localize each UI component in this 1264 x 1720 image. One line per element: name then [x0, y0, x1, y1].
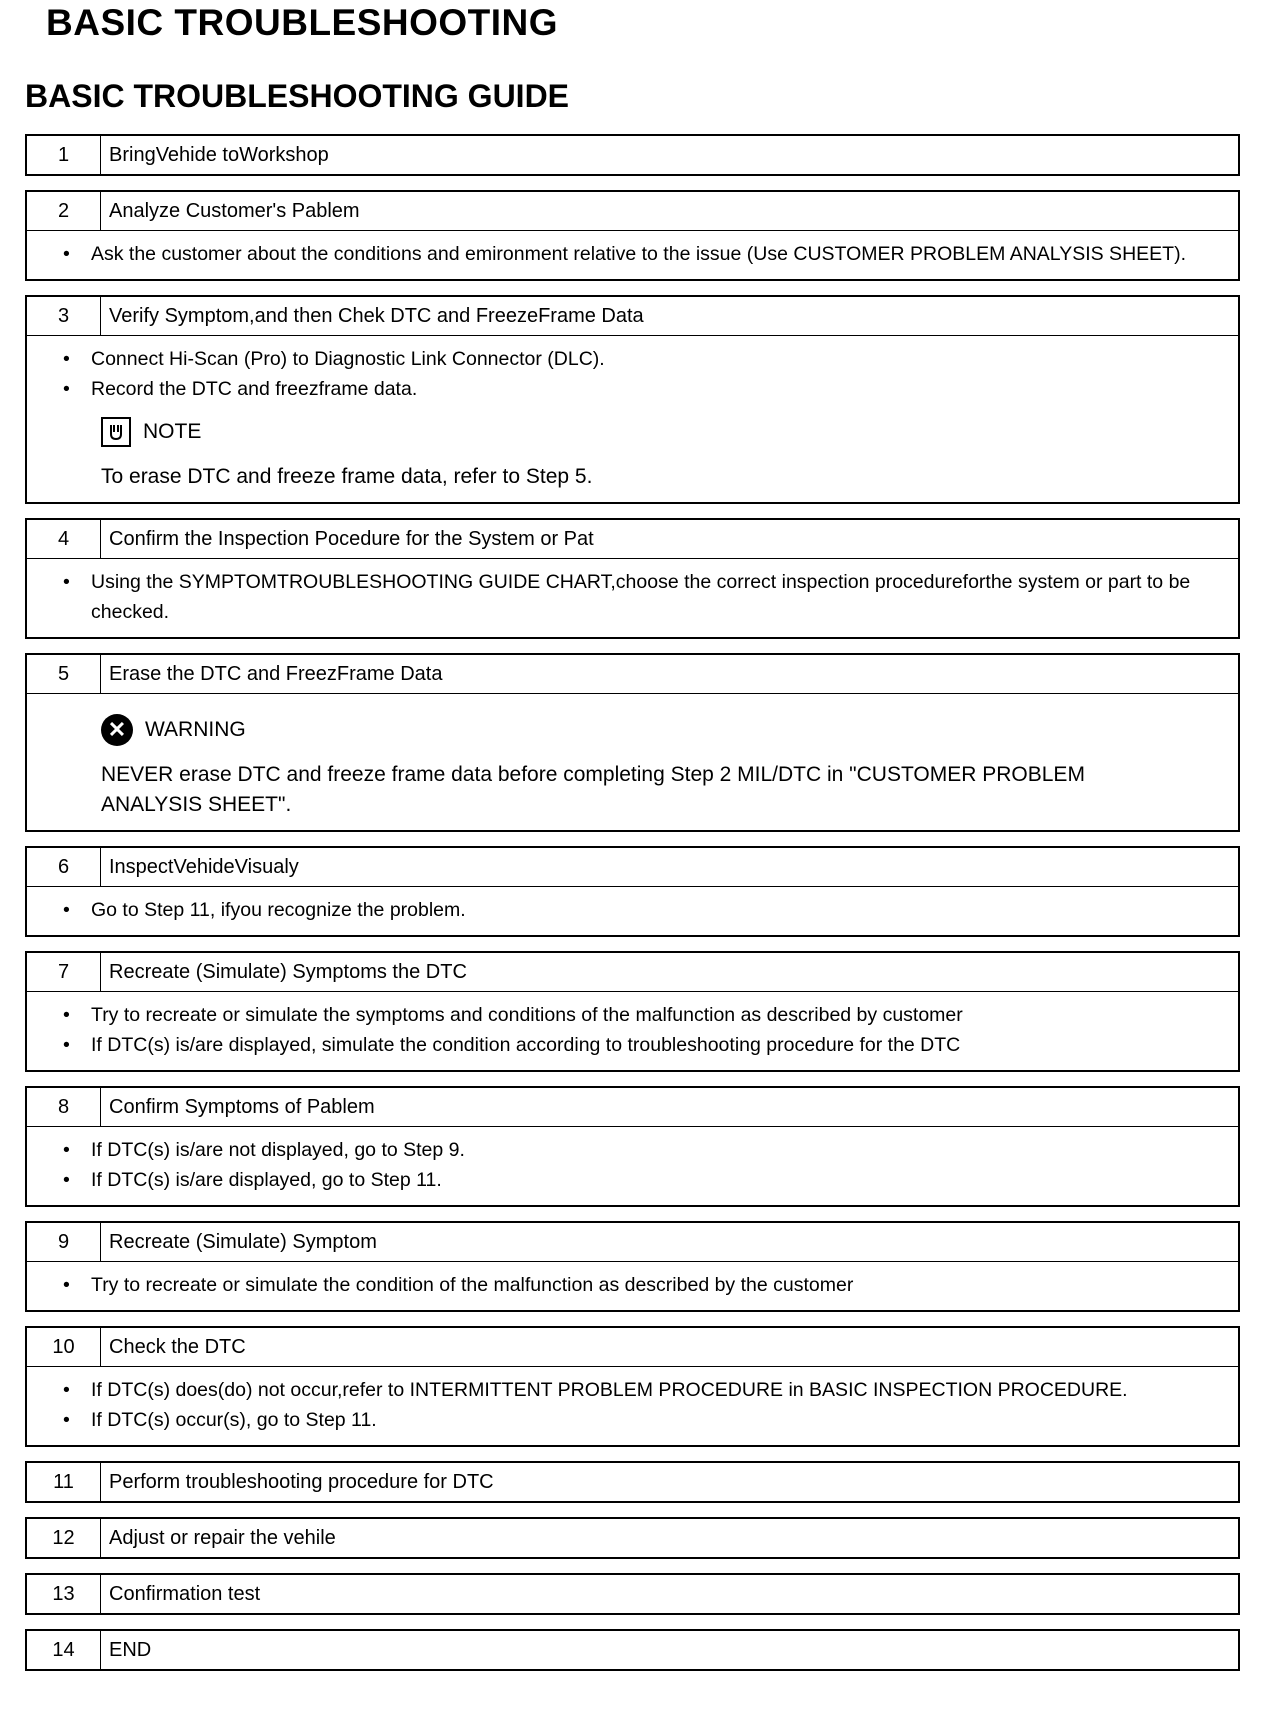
step-header — [27, 953, 1238, 991]
note-callout — [27, 412, 1238, 492]
warning-icon: ✕ — [101, 714, 133, 746]
warning-text: NEVER erase DTC and freeze frame data before completing Step 2 MIL/DTC in "CUSTOMER PROBLEM ANALYSIS SHEET". — [101, 763, 1085, 816]
bullet-text: If DTC(s) is/are displayed, go to Step 11. — [91, 1169, 442, 1191]
step-13 — [25, 1573, 1240, 1615]
step-title: Verify Symptom,and then Chek DTC and FreezeFrame Data — [109, 304, 644, 327]
bullet-item — [27, 1405, 1238, 1435]
bullet-dot-icon: • — [63, 1169, 70, 1191]
step-10 — [25, 1326, 1240, 1447]
step-header — [27, 136, 1238, 174]
step-number: 8 — [27, 1088, 101, 1126]
bullet-item — [27, 1135, 1238, 1165]
step-header — [27, 520, 1238, 558]
step-body — [27, 558, 1238, 637]
step-title: Recreate (Simulate) Symptom — [109, 1230, 377, 1253]
step-header — [27, 848, 1238, 886]
step-body — [27, 335, 1238, 502]
step-number: 14 — [27, 1631, 101, 1669]
note-text: To erase DTC and freeze frame data, refer to Step 5. — [101, 465, 593, 488]
bullet-dot-icon: • — [63, 1139, 70, 1161]
bullet-text: Record the DTC and freezframe data. — [91, 378, 418, 400]
step-2 — [25, 190, 1240, 281]
step-number: 10 — [27, 1328, 101, 1366]
bullet-item — [27, 1000, 1238, 1030]
step-title: Recreate (Simulate) Symptoms the DTC — [109, 960, 467, 983]
step-12 — [25, 1517, 1240, 1559]
bullet-dot-icon: • — [63, 243, 70, 265]
step-body — [27, 991, 1238, 1070]
step-number: 3 — [27, 297, 101, 335]
step-6 — [25, 846, 1240, 937]
bullet-text: If DTC(s) does(do) not occur,refer to INTERMITTENT PROBLEM PROCEDURE in BASIC INSPECTION PROCEDURE. — [91, 1379, 1128, 1401]
steps-list — [25, 134, 1240, 1671]
step-title: Adjust or repair the vehile — [109, 1526, 336, 1549]
warning-label: WARNING — [145, 718, 246, 741]
step-header — [27, 655, 1238, 693]
step-title: BringVehide toWorkshop — [109, 143, 329, 166]
step-header — [27, 297, 1238, 335]
note-header — [101, 412, 1238, 452]
step-title: Confirmation test — [109, 1582, 261, 1605]
step-number: 12 — [27, 1519, 101, 1557]
step-header — [27, 192, 1238, 230]
note-label: NOTE — [143, 420, 202, 443]
step-body — [27, 1126, 1238, 1205]
bullet-item — [27, 1165, 1238, 1195]
page-title: BASIC TROUBLESHOOTING — [46, 2, 559, 43]
page-subtitle: BASIC TROUBLESHOOTING GUIDE — [25, 78, 570, 114]
step-number: 7 — [27, 953, 101, 991]
step-body — [27, 1261, 1238, 1310]
step-body — [27, 886, 1238, 935]
step-title: InspectVehideVisualy — [109, 855, 299, 878]
step-header — [27, 1088, 1238, 1126]
step-number: 1 — [27, 136, 101, 174]
bullet-text: Go to Step 11, ifyou recognize the problem. — [91, 899, 466, 921]
step-9 — [25, 1221, 1240, 1312]
bullet-item — [27, 567, 1238, 627]
bullet-text: Using the SYMPTOMTROUBLESHOOTING GUIDE CHART,choose the correct inspection procedureforthe system or part to be checked. — [91, 571, 1191, 623]
step-number: 6 — [27, 848, 101, 886]
bullet-text: If DTC(s) is/are not displayed, go to Step 9. — [91, 1139, 465, 1161]
bullet-dot-icon: • — [63, 378, 70, 400]
step-4 — [25, 518, 1240, 639]
bullet-dot-icon: • — [63, 1274, 70, 1296]
bullet-text: If DTC(s) occur(s), go to Step 11. — [91, 1409, 377, 1431]
bullet-dot-icon: • — [63, 1034, 70, 1056]
bullet-item — [27, 895, 1238, 925]
step-8 — [25, 1086, 1240, 1207]
bullet-item — [27, 1270, 1238, 1300]
bullet-text: Try to recreate or simulate the condition of the malfunction as described by the customer — [91, 1274, 854, 1296]
bullet-text: Connect Hi-Scan (Pro) to Diagnostic Link Connector (DLC). — [91, 348, 605, 370]
step-title: Perform troubleshooting procedure for DTC — [109, 1470, 494, 1493]
step-body — [27, 693, 1238, 830]
bullet-item — [27, 1030, 1238, 1060]
step-title: Check the DTC — [109, 1335, 246, 1358]
note-icon — [101, 417, 131, 447]
step-number: 5 — [27, 655, 101, 693]
step-number: 13 — [27, 1575, 101, 1613]
step-7 — [25, 951, 1240, 1072]
warning-header — [101, 710, 1238, 750]
step-header — [27, 1463, 1238, 1501]
step-title: Confirm the Inspection Pocedure for the System or Pat — [109, 527, 594, 550]
step-header — [27, 1575, 1238, 1613]
bullet-dot-icon: • — [63, 571, 70, 593]
step-title: Confirm Symptoms of Pablem — [109, 1095, 375, 1118]
bullet-text: Ask the customer about the conditions and emironment relative to the issue (Use CUSTOMER PROBLEM ANALYSIS SHEET). — [91, 243, 1186, 265]
bullet-dot-icon: • — [63, 348, 70, 370]
step-number: 9 — [27, 1223, 101, 1261]
bullet-item — [27, 374, 1238, 404]
step-header — [27, 1223, 1238, 1261]
step-header — [27, 1328, 1238, 1366]
step-14 — [25, 1629, 1240, 1671]
bullet-item — [27, 239, 1238, 269]
step-header — [27, 1519, 1238, 1557]
bullet-item — [27, 344, 1238, 374]
step-title: Erase the DTC and FreezFrame Data — [109, 662, 443, 685]
bullet-text: If DTC(s) is/are displayed, simulate the condition according to troubleshooting procedure for the DTC — [91, 1034, 961, 1056]
step-title: END — [109, 1638, 152, 1661]
warning-callout — [27, 710, 1238, 820]
bullet-dot-icon: • — [63, 1409, 70, 1431]
step-body — [27, 230, 1238, 279]
bullet-dot-icon: • — [63, 899, 70, 921]
step-title: Analyze Customer's Pablem — [109, 199, 360, 222]
step-11 — [25, 1461, 1240, 1503]
bullet-item — [27, 1375, 1238, 1405]
bullet-text: Try to recreate or simulate the symptoms and conditions of the malfunction as described by customer — [91, 1004, 963, 1026]
step-3 — [25, 295, 1240, 504]
step-body — [27, 1366, 1238, 1445]
step-number: 4 — [27, 520, 101, 558]
step-5 — [25, 653, 1240, 832]
step-number: 11 — [27, 1463, 101, 1501]
step-header — [27, 1631, 1238, 1669]
step-number: 2 — [27, 192, 101, 230]
bullet-dot-icon: • — [63, 1004, 70, 1026]
bullet-dot-icon: • — [63, 1379, 70, 1401]
step-1 — [25, 134, 1240, 176]
